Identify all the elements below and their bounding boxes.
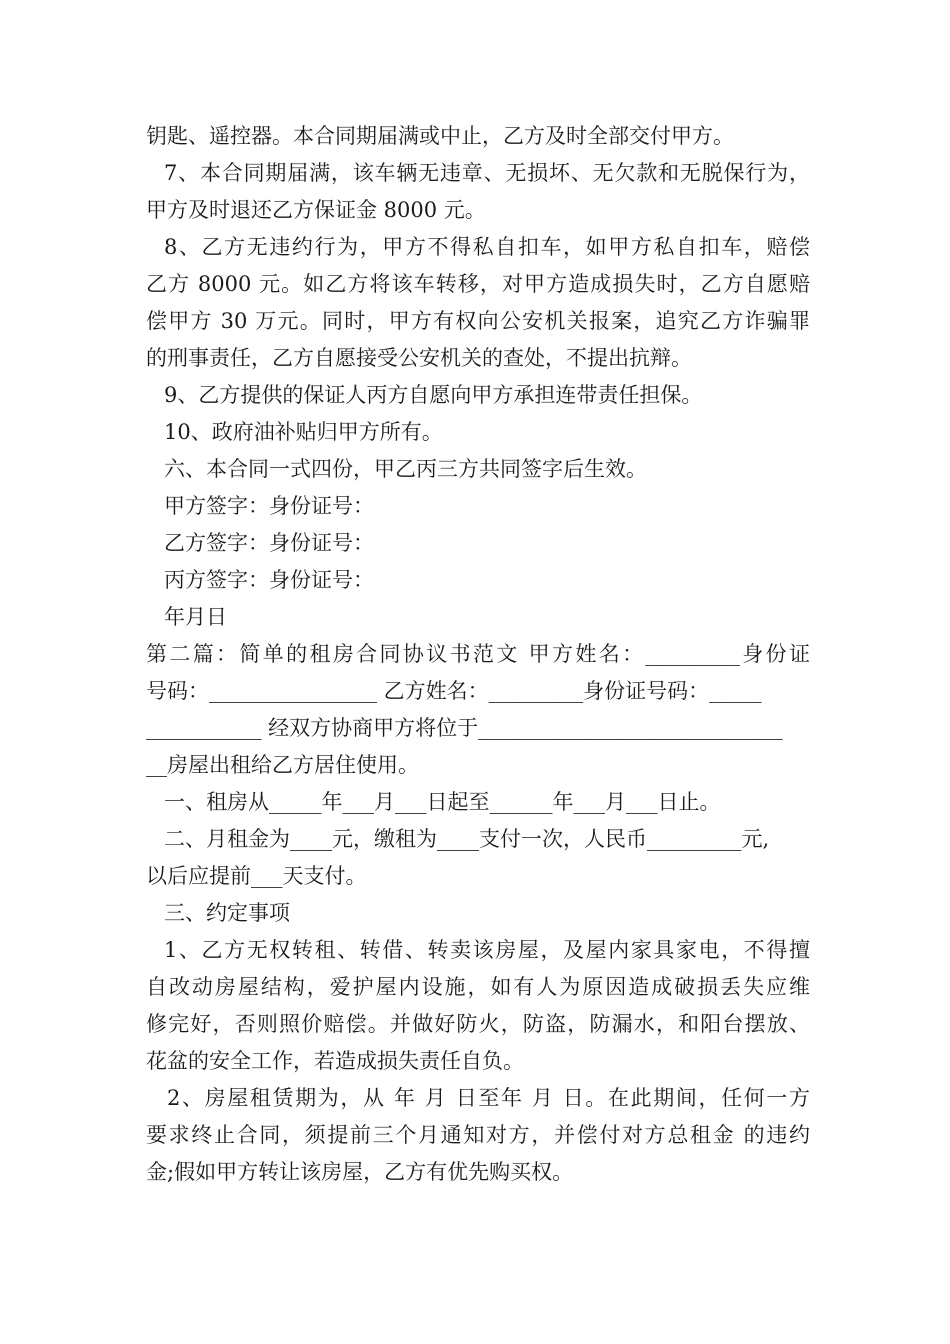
rent-amount-line: 以后应提前___天支付。 [146,864,367,888]
chapter-two-heading-line: 第二篇：简单的租房合同协议书范文 甲方姓名：_________身份证 [146,642,810,666]
rental-parties-line: ___________ 经双方协商甲方将位于_____________________________ [146,716,783,740]
clause-7-line: 甲方及时退还乙方保证金 8000 元。 [146,198,486,222]
paragraph-line: 钥匙、遥控器。本合同期届满或中止，乙方及时全部交付甲方。 [146,124,734,148]
clause-8-line: 的刑事责任，乙方自愿接受公安机关的查处，不提出抗辩。 [146,346,692,370]
clause-10-line: 10、政府油补贴归甲方所有。 [164,420,443,444]
rental-parties-line: __房屋出租给乙方居住使用。 [146,753,419,777]
agreed-matters-heading: 三、约定事项 [164,901,290,925]
matter-1-line: 花盆的安全工作，若造成损失责任自负。 [146,1049,524,1073]
rental-term-line: 一、租房从_____年___月___日起至______年___月___日止。 [164,790,721,814]
section-6-line: 六、本合同一式四份，甲乙丙三方共同签字后生效。 [164,457,647,481]
clause-9-line: 9、乙方提供的保证人丙方自愿向甲方承担连带责任担保。 [164,383,703,407]
clause-7-line: 7、本合同期届满，该车辆无违章、无损坏、无欠款和无脱保行为， [164,161,810,185]
matter-1-line: 自改动房屋结构，爱护屋内设施，如有人为原因造成破损丢失应维 [146,975,810,999]
document-body [146,118,810,1191]
matter-2-line: 金;假如甲方转让该房屋，乙方有优先购买权。 [146,1160,574,1184]
matter-2-line: 要求终止合同，须提前三个月通知对方，并偿付对方总租金 的违约 [146,1123,810,1147]
rent-amount-line: 二、月租金为____元，缴租为____支付一次，人民币_________元, [164,827,770,851]
clause-8-line: 8、乙方无违约行为，甲方不得私自扣车，如甲方私自扣车，赔偿 [164,235,810,259]
clause-8-line: 乙方 8000 元。如乙方将该车转移，对甲方造成损失时，乙方自愿赔 [146,272,810,296]
matter-1-line: 修完好，否则照价赔偿。并做好防火，防盗，防漏水，和阳台摆放、 [146,1012,810,1036]
signature-party-a: 甲方签字：身份证号： [164,494,374,518]
signature-party-c: 丙方签字：身份证号： [164,568,374,592]
clause-8-line: 偿甲方 30 万元。同时，甲方有权向公安机关报案，追究乙方诈骗罪 [146,309,810,333]
rental-parties-line: 号码：________________ 乙方姓名：_________身份证号码：_____ [146,679,762,703]
matter-2-line: 2、房屋租赁期为，从 年 月 日至年 月 日。在此期间，任何一方 [167,1086,810,1110]
signature-party-b: 乙方签字：身份证号： [164,531,374,555]
matter-1-line: 1、乙方无权转租、转借、转卖该房屋，及屋内家具家电，不得擅 [164,938,810,962]
date-line: 年月日 [164,605,227,629]
